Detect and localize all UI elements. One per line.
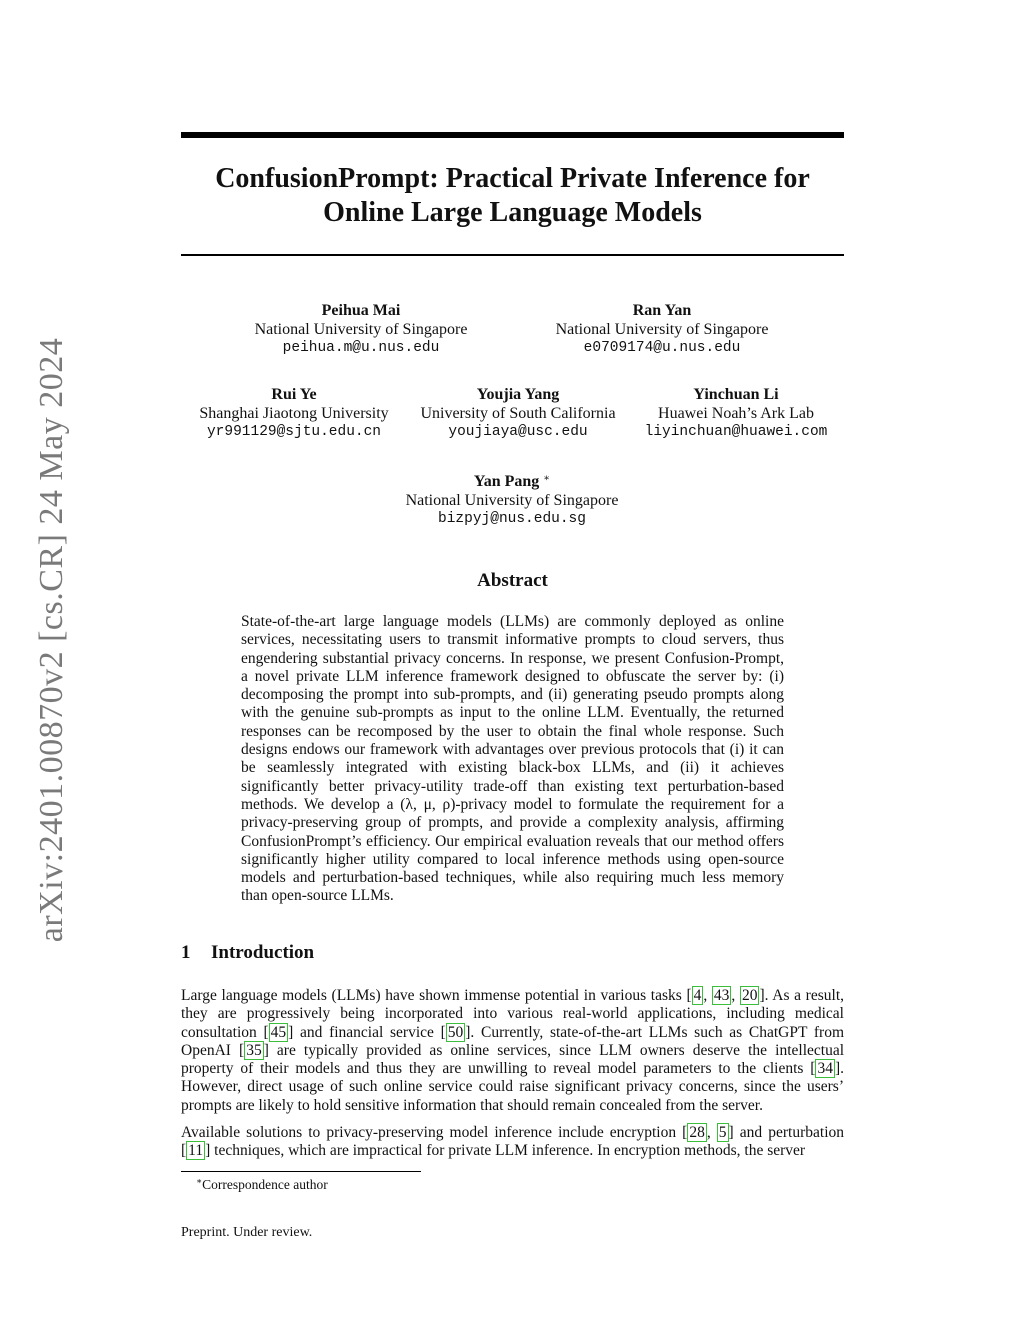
citation-link[interactable]: 34	[817, 1060, 833, 1078]
citation-link[interactable]: 45	[270, 1023, 287, 1041]
footnote	[196, 1176, 328, 1193]
author-email[interactable]: yr991129@sjtu.edu.cn	[206, 424, 382, 440]
section-number: 1	[181, 942, 191, 963]
citation-link[interactable]: 35	[246, 1041, 262, 1059]
citation-link[interactable]: 50	[447, 1023, 464, 1041]
paper-title	[181, 162, 844, 230]
page-footer: Preprint. Under review.	[181, 1225, 313, 1240]
abstract-heading: Abstract	[477, 570, 548, 591]
title-top-rule	[181, 132, 844, 138]
author-affiliation: National University of Singapore	[254, 321, 468, 338]
citation-link[interactable]: 20	[741, 987, 758, 1004]
author-affiliation: Shanghai Jiaotong University	[199, 405, 389, 422]
corresponding-author-mark[interactable]: ∗	[543, 473, 551, 484]
citation-link[interactable]: 5	[718, 1124, 727, 1141]
author-email[interactable]: liyinchuan@huawei.com	[644, 424, 828, 440]
title-bottom-rule	[181, 254, 844, 256]
section-title: Introduction	[211, 942, 315, 963]
intro-paragraph: Large language models (LLMs) have shown immense potential in various tasks [ 4 , 43 , 20 ]. As a result, they are progressively being incorporated into various real-world applications, including medical consultation [ 45 ] and financial service [ 50 ]. Currently, state-of-the-art LLMs such as ChatGPT from OpenAI [ 35 ] are typically provided as online services, since LLM owners deserve the intellectual property of their models and thus they are unwilling to reveal model parameters to the clients [ 34 ]. However, direct usage of such online service could raise significant privacy concerns, since the users’ prompts are likely to hold sensitive information that should remain concealed from the server.	[181, 987, 845, 1114]
section-heading	[181, 942, 314, 964]
author-name: Peihua Mai	[321, 302, 401, 319]
author-affiliation: Huawei Noah’s Ark Lab	[658, 405, 814, 422]
author-name: Youjia Yang	[476, 386, 560, 403]
author-name: Ran Yan	[632, 302, 692, 319]
author-block	[522, 301, 802, 358]
citation-link[interactable]: 28	[689, 1124, 705, 1141]
arxiv-identifier-stamp: arXiv:2401.00870v2 [cs.CR] 24 May 2024	[33, 337, 70, 943]
title-line-1: ConfusionPrompt: Practical Private Inference for	[215, 163, 810, 194]
footnote-rule	[181, 1171, 421, 1172]
author-block	[372, 469, 652, 529]
author-email[interactable]: youjiaya@usc.edu	[448, 424, 588, 440]
citation-link[interactable]: 43	[713, 987, 730, 1004]
author-email[interactable]: bizpyj@nus.edu.sg	[438, 511, 586, 527]
author-name: Yinchuan Li	[693, 386, 779, 403]
abstract-text: State-of-the-art large language models (LLMs) are commonly deployed as online services, necessitating users to transmit informative prompts to cloud servers, thus engendering substantial privacy concerns. In response, we present Confusion-Prompt, a novel private LLM inference framework designed to obfuscate the server by: (i) decomposing the prompt into sub-prompts, and (ii) generating pseudo prompts along with the genuine sub-prompts as input to the online LLM. Eventually, the returned responses can be recomposed by the user to obtain the final whole response. Such designs endows our framework with advantages over previous protocols that (i) it can be seamlessly integrated with existing black-box LLMs, and (ii) it achieves significantly better privacy-utility trade-off than existing text perturbation-based methods. We develop a (λ, μ, ρ)-privacy model to formulate the requirement for a privacy-preserving group of prompts, and provide a complexity analysis, affirming ConfusionPrompt’s efficiency. Our empirical evaluation reveals that our method offers significantly higher utility compared to local inference methods using open-source models and perturbation-based techniques, while also requiring much less memory than open-source LLMs.	[241, 613, 784, 905]
author-block	[596, 385, 876, 442]
title-line-2: Online Large Language Models	[323, 197, 702, 228]
author-name: Rui Ye	[271, 386, 317, 403]
citation-link[interactable]: 4	[693, 987, 702, 1004]
author-email[interactable]: peihua.m@u.nus.edu	[282, 340, 440, 356]
intro-paragraph: Available solutions to privacy-preserving model inference include encryption [ 28 , 5 ] and perturbation [ 11 ] techniques, which are impractical for private LLM inference. In encryption methods, the server	[181, 1124, 845, 1160]
author-affiliation: National University of Singapore	[405, 492, 619, 509]
author-block	[221, 301, 501, 358]
author-email[interactable]: e0709174@u.nus.edu	[583, 340, 741, 356]
footnote-mark: ∗	[196, 1176, 203, 1186]
footnote-text: Correspondence author	[202, 1177, 328, 1192]
citation-link[interactable]: 11	[188, 1142, 204, 1160]
author-affiliation: National University of Singapore	[555, 321, 769, 338]
author-affiliation: University of South California	[420, 405, 616, 422]
author-name: Yan Pang	[473, 473, 540, 490]
